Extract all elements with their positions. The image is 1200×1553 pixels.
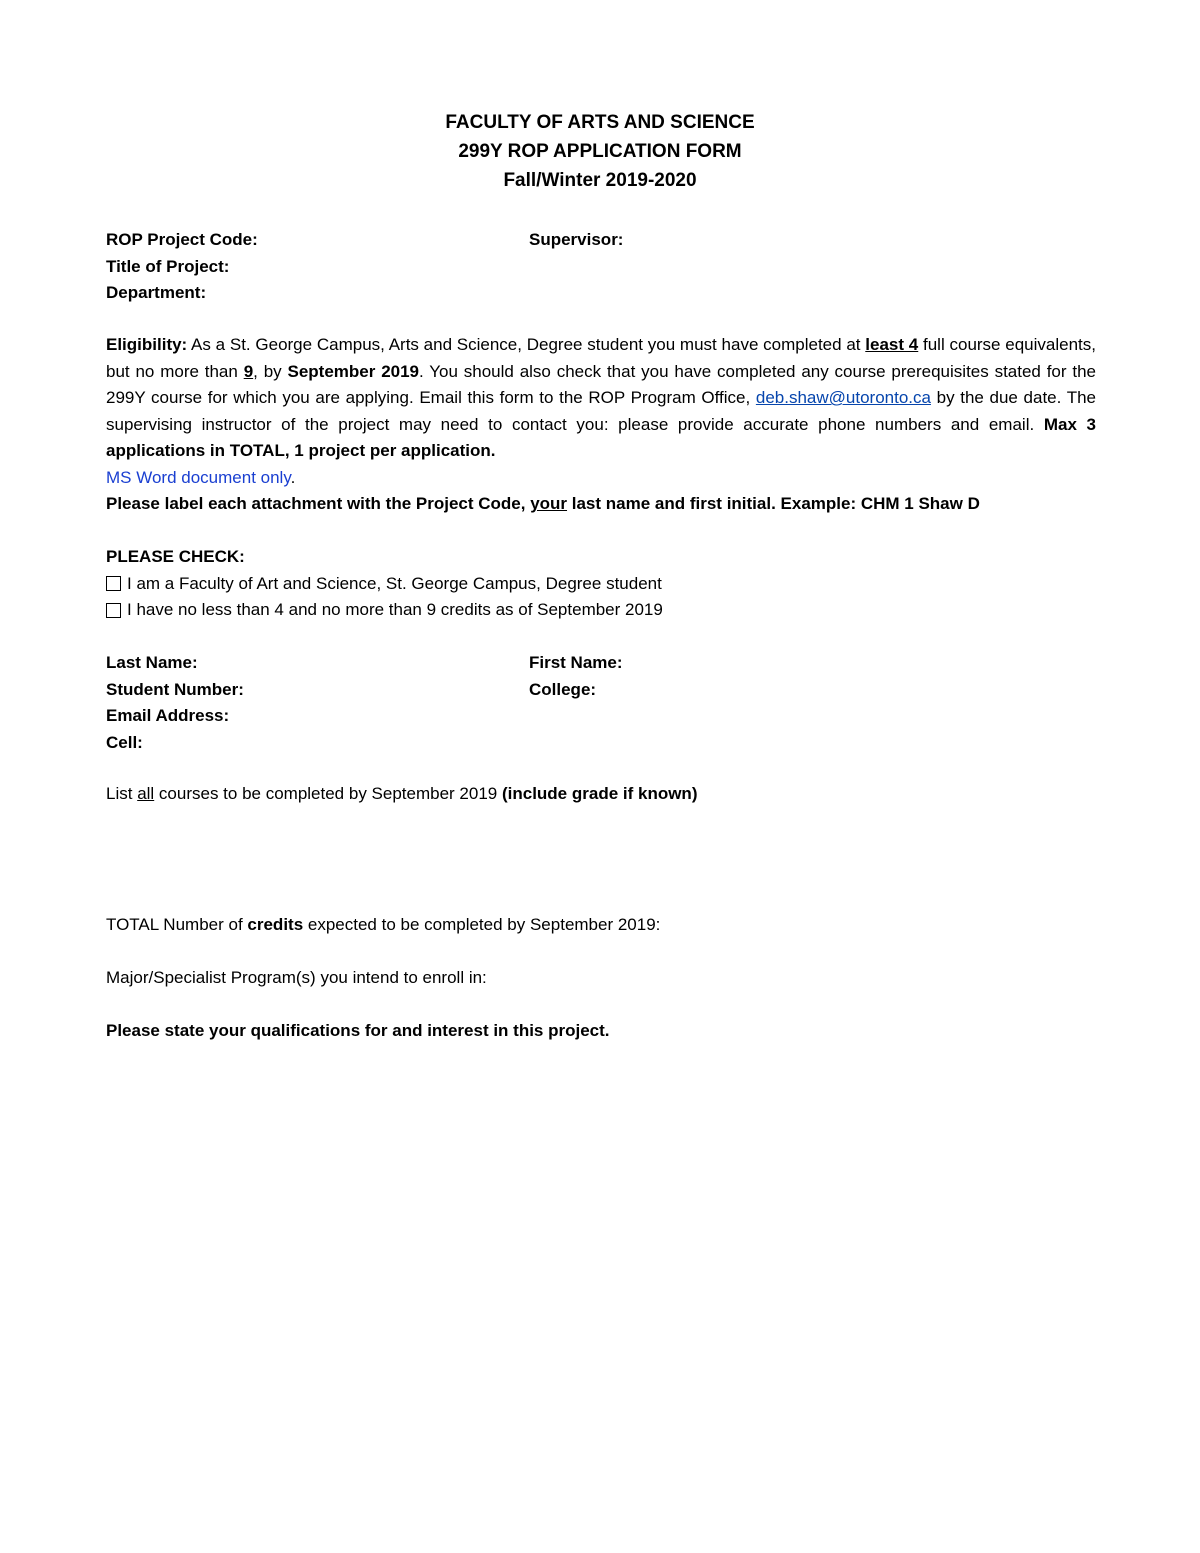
eligibility-text-1: As a St. George Campus, Arts and Science, Degree student you must have completed at [187,335,866,354]
courses-prompt [106,781,1096,808]
project-code-label: ROP Project Code: [106,230,258,249]
cell-label: Cell: [106,732,143,752]
credits-checkbox[interactable] [106,603,121,618]
check-item-credits [106,597,1096,624]
check-item-label: I am a Faculty of Art and Science, St. George Campus, Degree student [127,573,662,593]
check-item-degree-student [106,571,1096,598]
credits-prompt [106,912,1096,939]
label-instruction-text-1: Please label each attachment with the Project Code, [106,494,531,513]
least-4-emphasis: least 4 [865,335,919,354]
include-grade-hint: (include grade if known) [501,784,698,803]
faculty-title: FACULTY OF ARTS AND SCIENCE [445,112,755,133]
term-title: Fall/Winter 2019-2020 [503,170,697,191]
credits-emphasis: credits [247,915,304,934]
last-name-label: Last Name: [106,653,198,672]
nine-emphasis: 9 [243,361,254,381]
please-check-section [106,544,1096,624]
eligibility-text-4: . You should also check that you have completed any course prerequisites stated for the 299Y course for which you are applying. Email this form to the ROP Program Office, [106,361,1097,407]
college-label: College: [529,679,597,699]
project-title-label: Title of Project: [106,256,230,276]
eligibility-label: Eligibility: [106,335,188,354]
label-instruction-text-2: last name and first initial. Example: CHM 1 Shaw D [567,494,980,513]
eligibility-text-5: by the due date. The supervising instructor of the project may need to contact you: please provide accurate phone numbers and email. [106,388,1096,434]
label-instruction [106,491,1096,518]
september-emphasis: September 2019 [287,361,420,381]
credits-text-2: expected to be completed by September 2019: [303,915,661,934]
eligibility-section [106,332,1096,518]
please-check-title: PLEASE CHECK: [106,547,245,566]
program-text: Major/Specialist Program(s) you intend to enroll in: [106,968,487,987]
all-emphasis: all [137,784,155,803]
degree-student-checkbox[interactable] [106,576,121,591]
courses-text-2: courses to be completed by September 2019 [154,784,502,803]
eligibility-text-2: full course equivalents, but no more than [106,335,1096,381]
email-address-label: Email Address: [106,706,230,725]
credits-text-1: TOTAL Number of [106,915,248,934]
department-label: Department: [106,283,207,302]
program-prompt [106,965,1096,992]
project-fields [106,227,1096,307]
eligibility-paragraph [106,332,1096,491]
first-name-label: First Name: [529,653,623,672]
qualifications-text: Please state your qualifications for and interest in this project. [106,1021,610,1040]
student-fields [106,650,1096,756]
your-emphasis: your [530,494,568,513]
qualifications-prompt [106,1018,1096,1045]
rop-email-link[interactable]: deb.shaw@utoronto.ca [755,388,931,407]
eligibility-text-3: , by [253,361,288,381]
courses-text-1: List [106,784,138,803]
form-title: 299Y ROP APPLICATION FORM [458,141,742,162]
check-item-label: I have no less than 4 and no more than 9 credits as of September 2019 [127,600,663,619]
ms-word-note: MS Word document only [106,467,291,487]
ms-word-period: . [290,467,296,487]
student-number-label: Student Number: [106,679,244,699]
max-applications-note: Max 3 applications in TOTAL, 1 project per application. [106,414,1096,460]
supervisor-label: Supervisor: [529,230,624,249]
form-header [0,108,1200,195]
